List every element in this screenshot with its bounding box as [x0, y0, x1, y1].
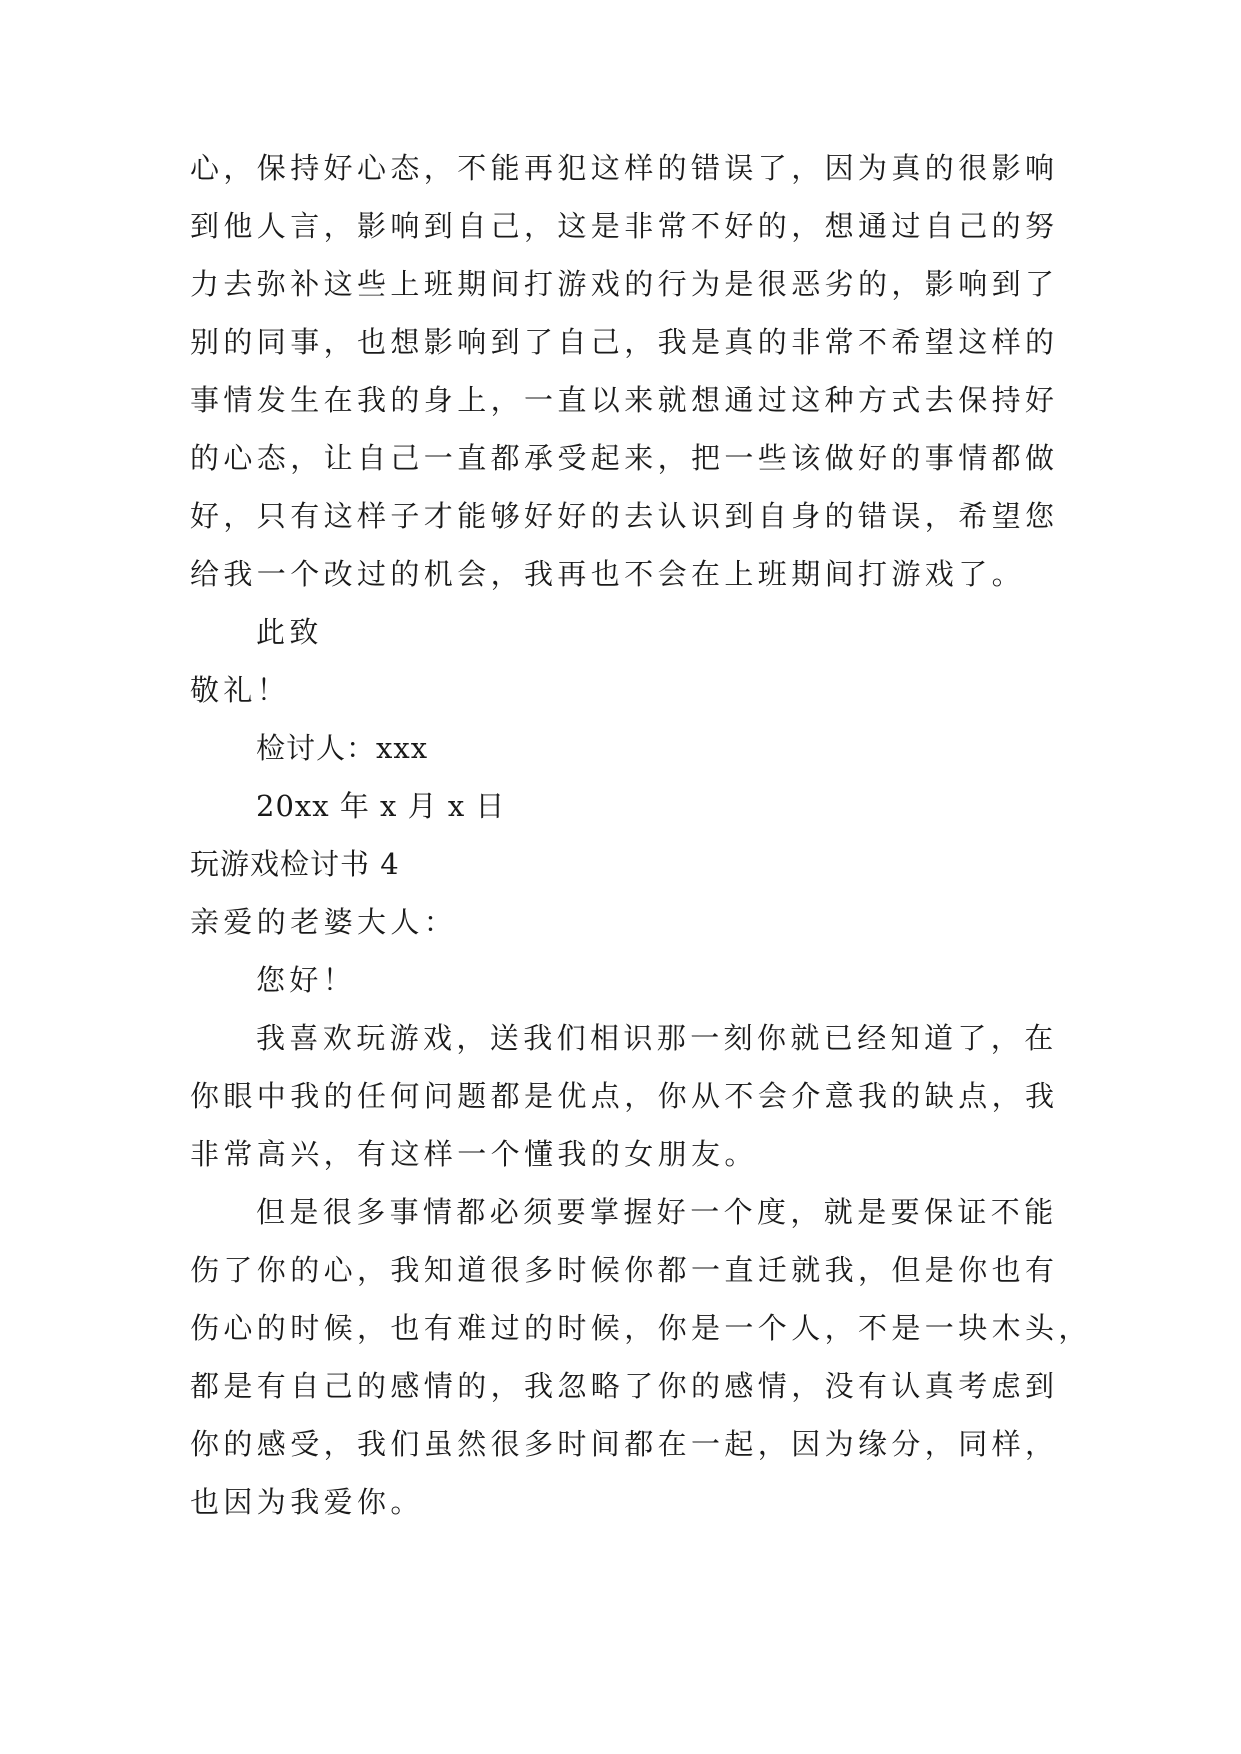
body-line-2: 到他人言，影响到自己，这是非常不好的，想通过自己的努: [190, 209, 1059, 243]
body-line-5: 事情发生在我的身上，一直以来就想通过这种方式去保持好: [190, 383, 1059, 417]
paragraph-3-line-6: 也因为我爱你。: [190, 1485, 424, 1519]
body-line-6: 的心态，让自己一直都承受起来，把一些该做好的事情都做: [190, 441, 1059, 475]
paragraph-3-line-1: 但是很多事情都必须要掌握好一个度，就是要保证不能: [256, 1195, 1058, 1229]
greeting: 您好！: [256, 963, 357, 997]
closing-cizhi: 此致: [256, 615, 323, 649]
body-line-7: 好，只有这样子才能够好好的去认识到自身的错误，希望您: [190, 499, 1059, 533]
body-line-1: 心，保持好心态，不能再犯这样的错误了，因为真的很影响: [190, 151, 1059, 185]
paragraph-3-line-2: 伤了你的心，我知道很多时候你都一直迁就我，但是你也有: [190, 1253, 1059, 1287]
paragraph-2-line-1: 我喜欢玩游戏，送我们相识那一刻你就已经知道了，在: [256, 1021, 1058, 1055]
body-line-4: 别的同事，也想影响到了自己，我是真的非常不希望这样的: [190, 325, 1059, 359]
paragraph-3-line-4: 都是有自己的感情的，我忽略了你的感情，没有认真考虑到: [190, 1369, 1059, 1403]
body-line-3: 力去弥补这些上班期间打游戏的行为是很恶劣的，影响到了: [190, 267, 1059, 301]
paragraph-2-line-3: 非常高兴，有这样一个懂我的女朋友。: [190, 1137, 758, 1171]
signer-line: 检讨人：xxx: [256, 731, 429, 765]
salutation: 亲爱的老婆大人：: [190, 905, 458, 939]
paragraph-3-line-3: 伤心的时候，也有难过的时候，你是一个人，不是一块木头，: [190, 1311, 1092, 1345]
paragraph-3-line-5: 你的感受，我们虽然很多时间都在一起，因为缘分，同样，: [190, 1427, 1059, 1461]
date-line: 20xx 年 x 月 x 日: [256, 789, 506, 823]
paragraph-2-line-2: 你眼中我的任何问题都是优点，你从不会介意我的缺点，我: [190, 1079, 1059, 1113]
section-title: 玩游戏检讨书 4: [190, 847, 400, 881]
closing-jingli: 敬礼！: [190, 673, 291, 707]
body-line-8: 给我一个改过的机会，我再也不会在上班期间打游戏了。: [190, 557, 1026, 591]
